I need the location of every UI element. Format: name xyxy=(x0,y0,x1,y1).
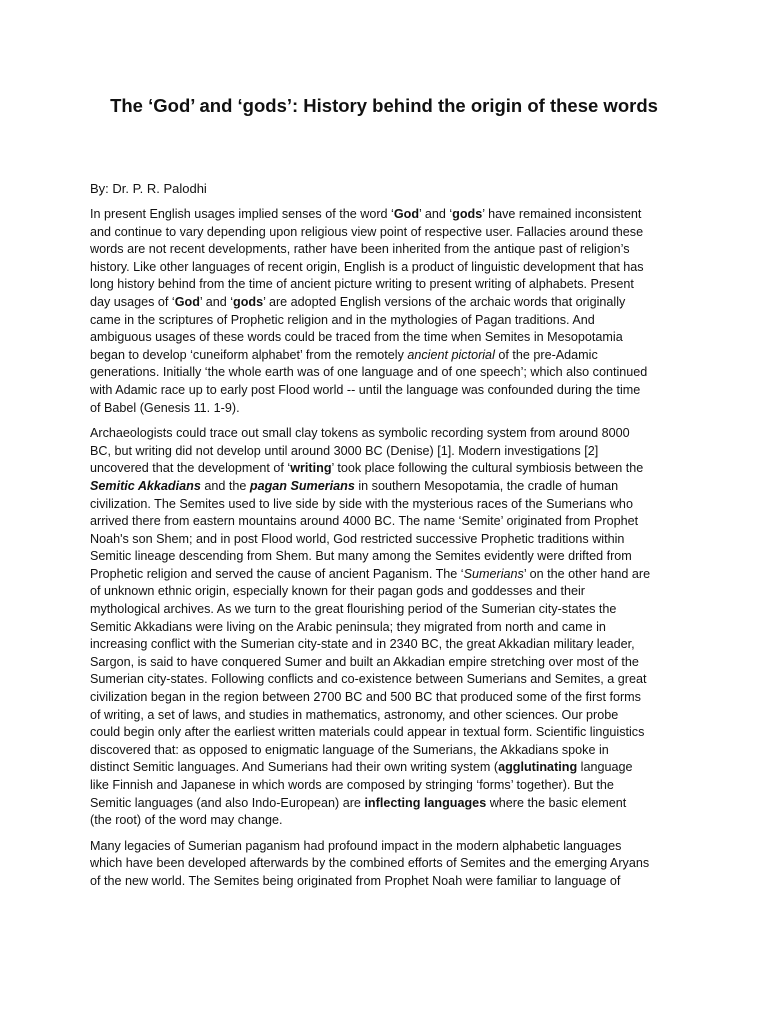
bold-italic-term: Semitic Akkadians xyxy=(90,478,201,493)
text-line: Semitic lineage descending from Shem. But many among the Semites evidently were drifted from xyxy=(90,549,632,564)
text-line: Sumerian city-states. Following conflicts and co-existence between Sumerians and Semites, a great xyxy=(90,672,647,687)
bold-term: gods xyxy=(233,294,264,309)
text-line: BC, but writing did not develop until around 3000 BC (Denise) [1]. Modern investigations [2] xyxy=(90,443,599,458)
text-line: and continue to vary depending upon religious view point of respective user. Fallacies around these xyxy=(90,224,644,239)
bold-term: inflecting languages xyxy=(364,795,487,810)
text-line: words are not recent developments, rather have been inherited from the antique past of religion’s xyxy=(90,242,630,257)
text-line: generations. Initially ‘the whole earth was of one language and of one speech’; which also continued xyxy=(90,365,648,380)
author-byline: By: Dr. P. R. Palodhi xyxy=(90,181,207,196)
text-line: discovered that: as opposed to enigmatic language of the Sumerians, the Akkadians spoke in xyxy=(90,742,609,757)
text-line: increasing conflict with the Sumerian city-state and in 2340 BC, the great Akkadian military leader, xyxy=(90,637,635,652)
text-line: could begin only after the earliest written materials could appear in textual form. Scientific linguistics xyxy=(90,725,645,740)
text-line: Many legacies of Sumerian paganism had profound impact in the modern alphabetic languages xyxy=(90,838,622,853)
text-line: like Finnish and Japanese in which words are composed by stringing ‘forms’ together). But the xyxy=(90,778,614,792)
text-line: Prophetic religion and served the cause of ancient Paganism. The ‘Sumerians’ on the other hand are xyxy=(90,566,651,581)
article-paragraph xyxy=(90,838,678,891)
article-paragraph xyxy=(90,206,678,417)
text-line: began to develop ‘cuneiform alphabet’ from the remotely ancient pictorial of the pre-Adamic xyxy=(90,347,598,362)
article-body xyxy=(90,206,678,899)
text-line: which have been developed afterwards by the combined efforts of Semites and the emerging Aryans xyxy=(90,856,650,871)
text-line: of the new world. The Semites being originated from Prophet Noah were familiar to language of xyxy=(90,873,621,888)
text-line: of unknown ethnic origin, especially known for their pagan gods and goddesses and their xyxy=(90,584,585,599)
text-line: with Adamic race up to early post Flood world -- until the language was confounded during the time xyxy=(90,382,641,397)
text-line: of Babel (Genesis 11. 1-9). xyxy=(90,400,240,415)
text-line: Semitic Akkadians and the pagan Sumerians in southern Mesopotamia, the cradle of human xyxy=(90,478,619,493)
bold-italic-term: pagan Sumerians xyxy=(249,478,355,493)
italic-term: Sumerians xyxy=(463,566,524,581)
text-line: ambiguous usages of these words could be traced from the time when Semites in Mesopotamia xyxy=(90,330,623,345)
text-line: uncovered that the development of ‘writing’ took place following the cultural symbiosis between the xyxy=(90,461,644,476)
text-line: (the root) of the word may change. xyxy=(90,813,283,828)
text-line: of writing, a set of laws, and studies in mathematics, astronomy, and other sciences. Our probe xyxy=(90,707,619,722)
text-line: history. Like other languages of recent origin, English is a product of linguistic development that has xyxy=(90,259,644,274)
text-line: Sargon, is said to have conquered Sumer and built an Akkadian empire stretching over most of the xyxy=(90,654,639,669)
text-line: arrived there from eastern mountains around 4000 BC. The name ‘Semite’ originated from Prophet xyxy=(90,514,639,529)
text-line: Semitic languages (and also Indo-European) are inflecting languages where the basic element xyxy=(90,795,627,810)
bold-term: gods xyxy=(452,207,483,221)
text-line: mythological archives. As we turn to the great flourishing period of the Sumerian city-states the xyxy=(90,602,617,617)
text-line: day usages of ‘God’ and ‘gods’ are adopted English versions of the archaic words that originally xyxy=(90,294,626,309)
text-line: civilization. The Semites used to live side by side with the mysterious races of the Sumerians who xyxy=(90,496,633,511)
text-line: long history behind from the time of ancient picture writing to present writing of alphabets. Present xyxy=(90,277,634,292)
text-line: came in the scriptures of Prophetic religion and in the mythologies of Pagan traditions. And xyxy=(90,312,595,327)
text-line: Semitic Akkadians were living on the Arabic peninsula; they migrated from north and came in xyxy=(90,619,606,634)
article-paragraph xyxy=(90,425,678,830)
text-line: distinct Semitic languages. And Sumerians had their own writing system (agglutinating language xyxy=(90,760,633,775)
bold-term: God xyxy=(393,207,420,221)
bold-term: writing xyxy=(290,461,332,476)
text-line: civilization began in the region between 2700 BC and 500 BC that produced some of the first forms xyxy=(90,690,641,705)
text-line: Noah's son Shem; and in post Flood world, God restricted successive Prophetic traditions within xyxy=(90,531,625,546)
text-line: Archaeologists could trace out small clay tokens as symbolic recording system from around 8000 xyxy=(90,426,630,441)
document-title: The ‘God’ and ‘gods’: History behind the origin of these words xyxy=(110,95,658,116)
text-line: In present English usages implied senses of the word ‘God’ and ‘gods’ have remained inconsistent xyxy=(90,207,642,221)
bold-term: agglutinating xyxy=(498,760,578,775)
bold-term: God xyxy=(174,294,200,309)
italic-term: ancient pictorial xyxy=(407,347,495,362)
